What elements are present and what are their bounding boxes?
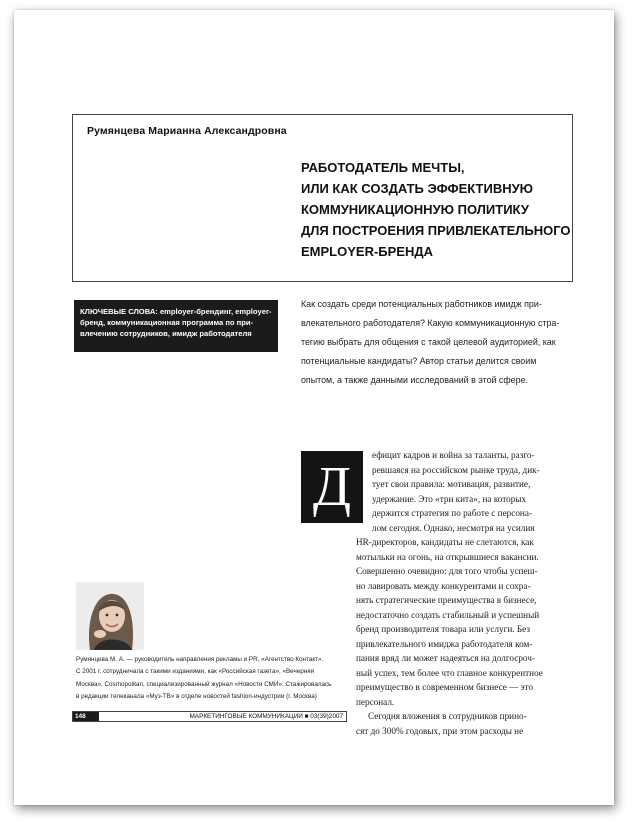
- title-line: КОММУНИКАЦИОННУЮ ПОЛИТИКУ: [301, 202, 529, 217]
- author-bio: [76, 654, 346, 704]
- title-line: ДЛЯ ПОСТРОЕНИЯ ПРИВЛЕКАТЕЛЬНОГО: [301, 223, 571, 238]
- body-line: недостаточно создать стабильный и успешный: [356, 609, 540, 620]
- body-line: ный успех, тем более что главное конкурентное: [356, 667, 543, 678]
- body-line: тует свои правила: мотивация, развитие,: [372, 479, 531, 489]
- abstract: [301, 295, 575, 390]
- title-line: ИЛИ КАК СОЗДАТЬ ЭФФЕКТИВНУЮ: [301, 181, 534, 196]
- portrait-image: [76, 582, 144, 650]
- page-footer: [72, 711, 347, 722]
- keywords-line: КЛЮЧЕВЫЕ СЛОВА: employer-брендинг, employer-: [80, 307, 272, 316]
- body-line: привлекательного имиджа работодателя ком-: [356, 638, 533, 649]
- article-body: [356, 448, 572, 738]
- body-line: лом сегодня. Однако, несмотря на усилия: [372, 522, 535, 533]
- journal-info: МАРКЕТИНГОВЫЕ КОММУНИКАЦИИ ■ 03(39)2007: [189, 713, 343, 720]
- drop-cap: Д: [301, 451, 363, 523]
- bio-line: в редакции телеканала «Муз-ТВ» в отделе новостей fashion-индустрии (г. Москва): [76, 693, 317, 701]
- body-line: мотыльки на огонь, на открывшиеся вакансии.: [356, 551, 539, 562]
- article-title: [301, 157, 571, 262]
- body-line: персонал.: [356, 696, 395, 707]
- keywords-box: [74, 300, 278, 352]
- page-number: 148: [73, 712, 99, 721]
- body-line: HR-директоров, кандидаты не слетаются, как: [356, 537, 534, 547]
- abstract-line: потенциальные кандидаты? Автор статьи делится своим: [301, 356, 537, 366]
- body-line: нять стратегические преимущества в бизнесе,: [356, 595, 537, 605]
- abstract-line: влекательного работодателя? Какую коммуникационную стра-: [301, 318, 560, 328]
- keywords-line: бренд, коммуникационная программа по при-: [80, 318, 254, 327]
- document-page: [14, 10, 614, 805]
- keywords-line: влечению сотрудников, имидж работодателя: [80, 329, 252, 338]
- body-line: но лавировать между конкурентами и сохра-: [356, 580, 531, 591]
- bio-line: Румянцева М. А. — руководитель направления рекламы и PR, «Агентство Контакт».: [76, 656, 324, 663]
- abstract-line: опытом, а также данными исследований в этой сфере.: [301, 375, 528, 385]
- title-line: РАБОТОДАТЕЛЬ МЕЧТЫ,: [301, 160, 465, 175]
- body-line: преимущество в современном бизнесе — это: [356, 682, 534, 692]
- body-line: ревшаяся на российском рынке труда, дик-: [372, 464, 540, 475]
- author-photo: [76, 582, 144, 650]
- abstract-line: тегию выбрать для общения с такой целевой аудиторией, как: [301, 337, 556, 347]
- body-line: ефицит кадров и война за таланты, разго-: [372, 450, 535, 460]
- bio-line: Москва», Cosmopolitan, специализированный журнал «Новости СМИ». Стажировалась: [76, 680, 332, 688]
- body-line: удержание. Это «три кита», на которых: [372, 493, 527, 504]
- body-line: держится стратегия по работе с персона-: [372, 508, 532, 518]
- body-line: сят до 300% годовых, при этом расходы не: [356, 725, 524, 736]
- body-line: бренд производителя товара или услуги. Без: [356, 624, 530, 634]
- article-header: [72, 114, 573, 282]
- title-line: EMPLOYER-БРЕНДА: [301, 244, 434, 259]
- body-line: Сегодня вложения в сотрудников прино-: [368, 711, 527, 721]
- bio-line: С 2001 г. сотрудничала с такими изданиями, как «Российская газета», «Вечерняя: [76, 668, 315, 676]
- author-name: Румянцева Марианна Александровна: [87, 125, 287, 137]
- body-line: Совершенно очевидно: для того чтобы успеш-: [356, 566, 538, 576]
- abstract-line: Как создать среди потенциальных работников имидж при-: [301, 299, 542, 309]
- body-line: пания вряд ли может надеяться на долгосроч-: [356, 653, 535, 663]
